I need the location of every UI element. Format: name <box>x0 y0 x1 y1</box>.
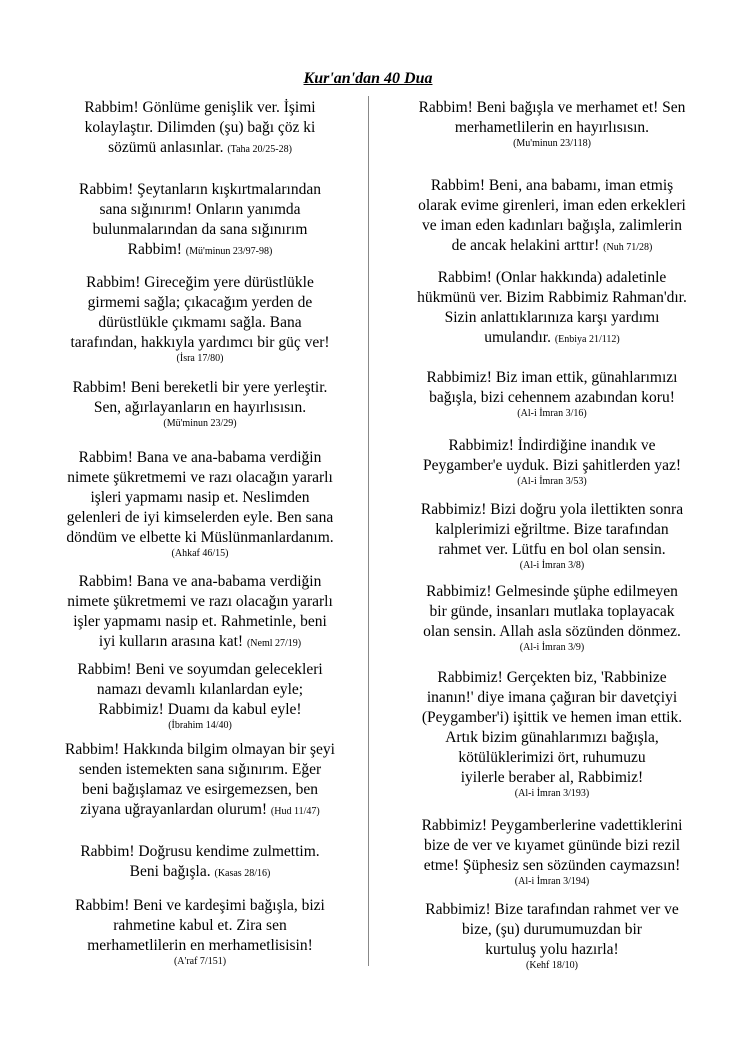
prayer-line: nimete şükretmemi ve razı olacağın yararlı <box>67 593 333 610</box>
prayer-line: kötülüklerimizi ört, ruhumuzu <box>458 749 646 766</box>
prayer-right-6 <box>382 500 722 572</box>
page-title: Kur'an'dan 40 Dua <box>303 70 433 87</box>
prayer-line: iyilerle beraber al, Rabbimiz! <box>460 769 644 786</box>
verse-reference: (Ahkaf 46/15) <box>171 548 229 559</box>
verse-reference: (Hud 11/47) <box>270 806 320 817</box>
prayer-line: Rabbimiz! Bizi doğru yola ilettikten sonra <box>420 501 684 518</box>
verse-reference: (A'raf 7/151) <box>173 956 227 967</box>
prayer-line: inanın!' diye imana çağıran bir davetçiyi <box>426 689 678 706</box>
prayer-line: Rabbim! Doğrusu kendime zulmettim. <box>80 843 320 860</box>
prayer-right-3 <box>382 268 722 348</box>
prayer-left-3 <box>30 273 370 365</box>
verse-reference: (İbrahim 14/40) <box>168 720 232 731</box>
verse-reference: (Al-i İmran 3/9) <box>519 642 585 653</box>
verse-reference: (Kehf 18/10) <box>526 960 578 971</box>
prayer-line: Rabbim! Beni bağışla ve merhamet et! Sen <box>418 99 686 116</box>
prayer-line: dürüstlükle çıkmamı sağla. Bana <box>98 314 302 331</box>
prayer-line: Beni bağışla. (Kasas 28/16) <box>129 863 271 880</box>
prayer-right-2 <box>382 176 722 256</box>
prayer-line: Rabbim! (Onlar hakkında) adaletinle <box>437 269 667 286</box>
prayer-line: Peygamber'e uyduk. Bizi şahitlerden yaz! <box>422 457 682 474</box>
prayer-right-10 <box>382 900 722 972</box>
prayer-line: Rabbimiz! Biz iman ettik, günahlarımızı <box>426 369 678 386</box>
prayer-line: rahmetine kabul et. Zira sen <box>113 917 287 934</box>
verse-reference: (İsra 17/80) <box>176 353 224 364</box>
verse-reference: (Nuh 71/28) <box>603 242 653 253</box>
verse-reference: (Kasas 28/16) <box>214 868 271 879</box>
prayer-left-9 <box>30 842 370 882</box>
prayer-line: merhametlilerin en hayırlısısın. <box>454 119 650 136</box>
prayer-line: nimete şükretmemi ve razı olacağın yararlı <box>67 469 333 486</box>
prayer-line: Rabbim! Beni ve kardeşimi bağışla, bizi <box>75 897 325 914</box>
prayer-line: Rabbim! Beni ve soyumdan gelecekleri <box>77 661 323 678</box>
prayer-line: bulunmalarından da sana sığınırım <box>92 221 308 238</box>
prayer-line: Rabbim! Gireceğim yere dürüstlükle <box>86 274 314 291</box>
prayer-line: kolaylaştır. Dilimden (şu) bağı çöz ki <box>84 119 316 136</box>
prayer-line: kalplerimizi eğriltme. Bize tarafından <box>435 521 669 538</box>
prayer-line: sözümü anlasınlar. (Taha 20/25-28) <box>108 139 292 156</box>
verse-reference: (Al-i İmran 3/193) <box>514 788 590 799</box>
verse-reference: (Al-i İmran 3/16) <box>517 408 587 419</box>
prayer-right-7 <box>382 582 722 654</box>
verse-reference: (Al-i İmran 3/8) <box>519 560 585 571</box>
prayer-line: Rabbimiz! Gerçekten biz, 'Rabbinize <box>437 669 667 686</box>
prayer-left-1 <box>30 98 370 158</box>
prayer-line: Sen, ağırlayanların en hayırlısısın. <box>93 399 307 416</box>
prayer-left-10 <box>30 896 370 968</box>
prayer-line: namazı devamlı kılanlardan eyle; <box>96 681 304 698</box>
prayer-line: senden istemekten sana sığınırım. Eğer <box>78 761 322 778</box>
prayer-left-4 <box>30 378 370 430</box>
prayer-right-5 <box>382 436 722 488</box>
prayer-line: beni bağışlamaz ve esirgemezsen, ben <box>82 781 318 798</box>
prayer-line: etme! Şüphesiz sen sözünden caymazsın! <box>423 857 681 874</box>
column-divider <box>368 96 369 966</box>
prayer-line: Rabbimiz! Peygamberlerine vadettiklerini <box>421 817 683 834</box>
prayer-line: döndüm ve elbette ki Müslünmanlardanım. <box>66 529 334 546</box>
prayer-right-4 <box>382 368 722 420</box>
prayer-line: bağışla, bizi cehennem azabından koru! <box>429 389 675 406</box>
prayer-line: Rabbimiz! Gelmesinde şüphe edilmeyen <box>426 583 678 600</box>
prayer-line: Rabbim! (Mü'minun 23/97-98) <box>127 241 273 258</box>
prayer-line: gelenleri de iyi kimselerden eyle. Ben sana <box>66 509 334 526</box>
prayer-line: olarak evime girenleri, iman eden erkekleri <box>418 197 686 214</box>
prayer-line: rahmet ver. Lütfu en bol olan sensin. <box>438 541 666 558</box>
prayer-line: Rabbim! Şeytanların kışkırtmalarından <box>79 181 321 198</box>
prayer-line: bir günde, insanları mutlaka toplayacak <box>429 603 675 620</box>
prayer-line: de ancak helakini arttır! (Nuh 71/28) <box>451 237 653 254</box>
verse-reference: (Mu'minun 23/118) <box>513 138 591 149</box>
prayer-right-8 <box>382 668 722 800</box>
prayer-line: Rabbimiz! Bize tarafından rahmet ver ve <box>425 901 679 918</box>
prayer-line: Rabbim! Bana ve ana-babama verdiğin <box>78 449 322 466</box>
prayer-left-6 <box>30 572 370 652</box>
prayer-line: Rabbim! Beni bereketli bir yere yerleştir. <box>72 379 328 396</box>
prayer-line: (Peygamber'i) işittik ve hemen iman ettik. <box>421 709 683 726</box>
prayer-line: tarafından, hakkıyla yardımcı bir güç ver! <box>70 334 330 351</box>
prayer-line: olan sensin. Allah asla sözünden dönmez. <box>423 623 681 640</box>
prayer-line: ziyana uğrayanlardan olurum! (Hud 11/47) <box>80 801 320 818</box>
prayer-line: sana sığınırım! Onların yanımda <box>99 201 301 218</box>
prayer-line: işleri yapmamı nasip et. Neslimden <box>90 489 310 506</box>
prayer-line: Artık bizim günahlarımızı bağışla, <box>445 729 659 746</box>
prayer-line: bize de ver ve kıyamet gününde bizi rezil <box>423 837 681 854</box>
prayer-left-8 <box>30 740 370 820</box>
verse-reference: (Mü'minun 23/29) <box>163 418 237 429</box>
prayer-line: iyi kulların arasına kat! (Neml 27/19) <box>98 633 302 650</box>
verse-reference: (Al-i İmran 3/53) <box>517 476 587 487</box>
prayer-line: Rabbim! Gönlüme genişlik ver. İşimi <box>84 99 316 116</box>
prayer-line: Rabbimiz! İndirdiğine inandık ve <box>448 437 656 454</box>
prayer-left-7 <box>30 660 370 732</box>
prayer-left-5 <box>30 448 370 560</box>
prayer-line: Rabbim! Hakkında bilgim olmayan bir şeyi <box>65 741 335 758</box>
verse-reference: (Taha 20/25-28) <box>227 144 292 155</box>
prayer-line: Rabbimiz! Duamı da kabul eyle! <box>98 701 302 718</box>
prayer-line: umulandır. (Enbiya 21/112) <box>484 329 620 346</box>
verse-reference: (Mü'minun 23/97-98) <box>185 246 273 257</box>
prayer-line: Rabbim! Bana ve ana-babama verdiğin <box>78 573 322 590</box>
prayer-line: hükmünü ver. Bizim Rabbimiz Rahman'dır. <box>417 289 687 306</box>
verse-reference: (Neml 27/19) <box>246 638 302 649</box>
prayer-line: girmemi sağla; çıkacağım yerden de <box>87 294 313 311</box>
prayer-line: merhametlilerin en merhametlisisin! <box>87 937 313 954</box>
verse-reference: (Enbiya 21/112) <box>554 334 620 345</box>
prayer-line: Sizin anlattıklarınıza karşı yardımı <box>444 309 660 326</box>
prayer-line: bize, (şu) durumumuzdan bir <box>462 921 642 938</box>
prayer-right-1 <box>382 98 722 150</box>
verse-reference: (Al-i İmran 3/194) <box>514 876 590 887</box>
prayer-line: işler yapmamı nasip et. Rahmetinle, beni <box>73 613 327 630</box>
prayer-line: Rabbim! Beni, ana babamı, iman etmiş <box>430 177 674 194</box>
prayer-line: kurtuluş yolu hazırla! <box>485 941 619 958</box>
prayer-right-9 <box>382 816 722 888</box>
prayer-line: ve iman eden kadınları bağışla, zalimlerin <box>422 217 682 234</box>
prayer-left-2 <box>30 180 370 260</box>
